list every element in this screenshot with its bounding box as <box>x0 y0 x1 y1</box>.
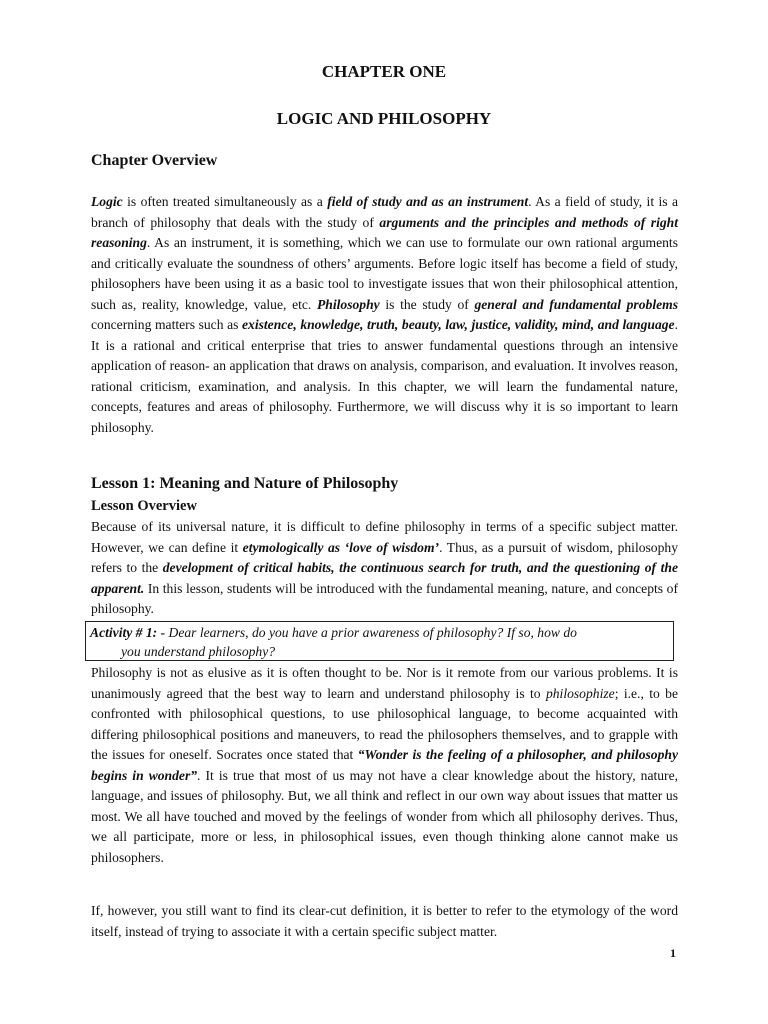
text-run: philosophize <box>545 685 615 701</box>
activity-question-line2: you understand philosophy? <box>121 644 276 659</box>
text-run: “Wonder is the feeling of a philosopher, and philosophy begins in wonder” <box>91 747 678 783</box>
text-run: If, however, you still want to find its clear-cut definition, it is better to refer to the etymology of the word itself, instead of trying to associate it with a certain specific subject matter. <box>91 903 678 939</box>
text-run: . It is true that most of us may not have a clear knowledge about the history, nature, language, and issues of philosophy. But, we all think and reflect in our own way about issues that matter us most. We all have touched and moved by the feelings of wonder from which all philosophy derives. Thus, we all participate, more or less, in philosophical issues, even though thinking alone cannot make us philosophers. <box>91 767 679 865</box>
activity-label: Activity # 1: - <box>90 625 169 640</box>
lesson-heading: Lesson 1: Meaning and Nature of Philosophy <box>91 475 399 492</box>
chapter-subtitle: LOGIC AND PHILOSOPHY <box>276 109 492 128</box>
text-run: is the study of <box>379 296 475 312</box>
text-run: arguments and the principles and methods of right reasoning <box>91 214 679 250</box>
text-run: existence, knowledge, truth, beauty, law, justice, validity, mind, and language <box>242 317 675 332</box>
text-run: Because of its universal nature, it is difficult to define philosophy in terms of a specific subject matter. However, we can define it <box>91 519 678 555</box>
text-run: Philosophy is not as elusive as it is often thought to be. Nor is it remote from our various problems. It is unanimously agreed that the best way to learn and understand philosophy is to <box>91 665 678 701</box>
text-run: . It is a rational and critical enterprise that tries to answer fundamental questions through an intensive application of reason- an application that draws on analysis, comparison, and evaluation. It involves reason, rational criticism, examination, and analysis. In this chapter, we will learn the fundamental nature, concepts, features and areas of philosophy. Furthermore, we will discuss why it is so important to learn philosophy. <box>91 317 678 435</box>
overview-heading: Chapter Overview <box>91 152 218 169</box>
lesson-overview-heading: Lesson Overview <box>91 498 197 514</box>
final-paragraph <box>91 901 678 942</box>
text-run: etymologically as ‘love of wisdom’ <box>242 539 440 555</box>
text-run: . As an instrument, it is something, which we can use to formulate our own rational arguments and critically evaluate the soundness of others’ arguments. Before logic itself has become a field of study, philosophers have been using it as a basic tool to investigate issues that won their philosophical attention, such as, reality, knowledge, value, etc. <box>91 235 678 312</box>
text-run: . Thus, as a pursuit of wisdom, philosophy refers to the <box>91 539 678 575</box>
lesson-paragraph <box>91 517 678 620</box>
text-run: Philosophy <box>316 296 380 312</box>
text-run: development of critical habits, the continuous search for truth, and the questioning of the apparent. <box>91 560 678 596</box>
text-run: . As a field of study, it is a branch of philosophy that deals with the study of <box>91 194 679 230</box>
text-run: field of study and as an instrument <box>327 194 529 209</box>
body-paragraph <box>91 663 678 868</box>
activity-box <box>85 621 674 661</box>
text-run: general and fundamental problems <box>474 296 678 312</box>
text-run: Logic <box>91 194 123 209</box>
text-run: In this lesson, students will be introduced with the fundamental meaning, nature, and concepts of philosophy. <box>91 580 678 616</box>
chapter-title: CHAPTER ONE <box>321 62 447 81</box>
text-run: concerning matters such as <box>91 317 242 332</box>
overview-paragraph <box>91 192 678 438</box>
activity-question-line1: Dear learners, do you have a prior awareness of philosophy? If so, how do <box>168 625 577 640</box>
page-number: 1 <box>670 946 676 960</box>
text-run: ; i.e., to be confronted with philosophical questions, to use philosophical language, to become acquainted with differing philosophical positions and maneuvers, to read the philosophers themselves, and to grapple with the issues for oneself. Socrates once stated that <box>91 685 678 762</box>
text-run: is often treated simultaneously as a <box>122 194 328 209</box>
